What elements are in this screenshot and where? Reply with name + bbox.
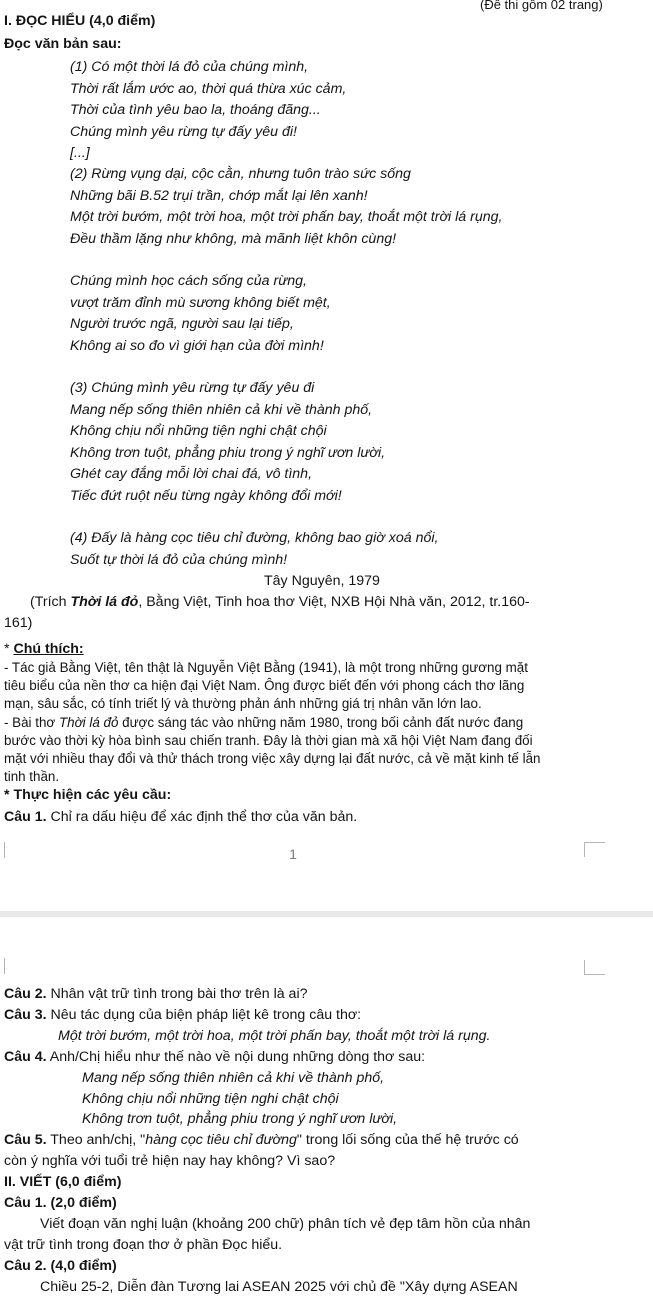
question-4: Câu 4. Anh/Chị hiểu như thế nào về nội dung những dòng thơ sau: <box>4 1049 426 1065</box>
poem-line: (1) Có một thời lá đỏ của chúng mình, <box>70 59 309 75</box>
poem-line: Ghét cay đắng mỗi lời chai đá, vô tình, <box>70 466 313 482</box>
note-line: tiêu biểu của nền thơ ca hiện đại Việt Nam. Ông được biết đến với phong cách thơ lãng <box>4 678 525 693</box>
poem-line: vượt trăm đỉnh mù sương không biết mệt, <box>70 295 331 311</box>
poem-line: Một trời bướm, một trời hoa, một trời phấn bay, thoắt một trời lá rụng, <box>70 209 503 225</box>
crop-mark <box>4 958 5 974</box>
crop-mark <box>584 842 605 857</box>
question-4-quote-line: Không trơn tuột, phẳng phiu trong ý nghĩ ươn lười, <box>82 1111 398 1127</box>
page-divider <box>0 911 653 917</box>
note-line: - Tác giả Bằng Việt, tên thật là Nguyễn Việt Bằng (1941), là một trong những gương mặt <box>4 660 528 675</box>
poem-place-date: Tây Nguyên, 1979 <box>264 573 380 589</box>
poem-line: Tiếc đứt ruột nếu từng ngày không đổi mới! <box>70 488 342 504</box>
poem-line: Người trước ngã, người sau lại tiếp, <box>70 316 294 332</box>
poem-line: (3) Chúng mình yêu rừng tự đấy yêu đi <box>70 380 315 396</box>
poem-line: Không chịu nổi những tiện nghi chật chội <box>70 423 327 439</box>
writing-question-1-title: Câu 1. (2,0 điểm) <box>4 1195 117 1211</box>
poem-line: (4) Đấy là hàng cọc tiêu chỉ đường, không bao giờ xoá nổi, <box>70 530 439 546</box>
note-line: bước vào thời kỳ hòa bình sau chiến tranh. Đây là thời gian mà xã hội Việt Nam đang đối <box>4 733 533 748</box>
poem-line: Chúng mình yêu rừng tự đấy yêu đi! <box>70 124 297 140</box>
poem-line: Đều thầm lặng như không, mà mãnh liệt khôn cùng! <box>70 231 397 247</box>
notes-heading: * Chú thích: <box>4 641 84 657</box>
writing-question-1-line: vật trữ tình trong đoạn thơ ở phần Đọc hiểu. <box>4 1237 283 1253</box>
page-number: 1 <box>289 846 297 862</box>
question-4-quote-line: Không chịu nổi những tiện nghi chật chội <box>82 1091 339 1107</box>
poem-line: Mang nếp sống thiên nhiên cả khi về thành phố, <box>70 402 373 418</box>
poem-line: Thời của tình yêu bao la, thoáng đãng... <box>70 102 321 118</box>
page-count-note: (Đề thi gồm 02 trang) <box>480 0 603 12</box>
citation-continued: 161) <box>4 615 33 631</box>
poem-line: Chúng mình học cách sống của rừng, <box>70 273 307 289</box>
note-line: tinh thần. <box>4 769 60 784</box>
writing-question-2-line: Chiều 25-2, Diễn đàn Tương lai ASEAN 2025 với chủ đề "Xây dựng ASEAN <box>40 1279 518 1295</box>
question-3: Câu 3. Nêu tác dụng của biện pháp liệt kê trong câu thơ: <box>4 1007 362 1023</box>
question-5-continued: còn ý nghĩa với tuổi trẻ hiện nay hay không? Vì sao? <box>4 1153 336 1169</box>
note-line: mặt với nhiều thay đổi và thử thách trong việc xây dựng lại đất nước, cả về mặt kinh tế lẫn <box>4 751 541 766</box>
question-5: Câu 5. Theo anh/chị, "hàng cọc tiêu chỉ đường" trong lối sống của thế hệ trước có <box>4 1132 519 1148</box>
poem-line: Suốt tự thời lá đỏ của chúng mình! <box>70 552 288 568</box>
question-2: Câu 2. Nhân vật trữ tình trong bài thơ trên là ai? <box>4 986 308 1002</box>
crop-mark <box>4 842 5 858</box>
crop-mark <box>584 960 605 975</box>
poem-line: [...] <box>70 145 90 161</box>
question-3-quote: Một trời bướm, một trời hoa, một trời phấn bay, thoắt một trời lá rụng. <box>58 1028 491 1044</box>
question-4-quote-line: Mang nếp sống thiên nhiên cả khi về thành phố, <box>82 1070 385 1086</box>
poem-line: Thời rất lắm ước ao, thời quá thừa xúc cảm, <box>70 81 347 97</box>
writing-question-2-title: Câu 2. (4,0 điểm) <box>4 1258 117 1274</box>
section-reading-title: I. ĐỌC HIỂU (4,0 điểm) <box>4 13 156 29</box>
question-1: Câu 1. Chỉ ra dấu hiệu để xác định thể thơ của văn bản. <box>4 809 358 825</box>
tasks-heading: * Thực hiện các yêu cầu: <box>4 787 172 803</box>
citation: (Trích Thời lá đỏ, Bằng Việt, Tinh hoa thơ Việt, NXB Hội Nhà văn, 2012, tr.160- <box>30 594 530 610</box>
poem-line: (2) Rừng vụng dại, cộc cằn, nhưng tuôn trào sức sống <box>70 166 411 182</box>
section-writing-title: II. VIẾT (6,0 điểm) <box>4 1174 122 1190</box>
poem-line: Những bãi B.52 trụi trần, chớp mắt lại lên xanh! <box>70 188 368 204</box>
note-line: mạn, sâu sắc, có tính triết lý và thường phản ánh những giá trị nhân văn lớn lao. <box>4 696 482 711</box>
reading-prompt: Đọc văn bản sau: <box>4 36 122 52</box>
writing-question-1-line: Viết đoạn văn nghị luận (khoảng 200 chữ) phân tích vẻ đẹp tâm hồn của nhân <box>40 1216 531 1232</box>
poem-line: Không ai so đo vì giới hạn của đời mình! <box>70 338 324 354</box>
poem-line: Không trơn tuột, phẳng phiu trong ý nghĩ ươn lười, <box>70 445 386 461</box>
note-line: - Bài thơ Thời lá đỏ được sáng tác vào những năm 1980, trong bối cảnh đất nước đang <box>4 715 524 730</box>
